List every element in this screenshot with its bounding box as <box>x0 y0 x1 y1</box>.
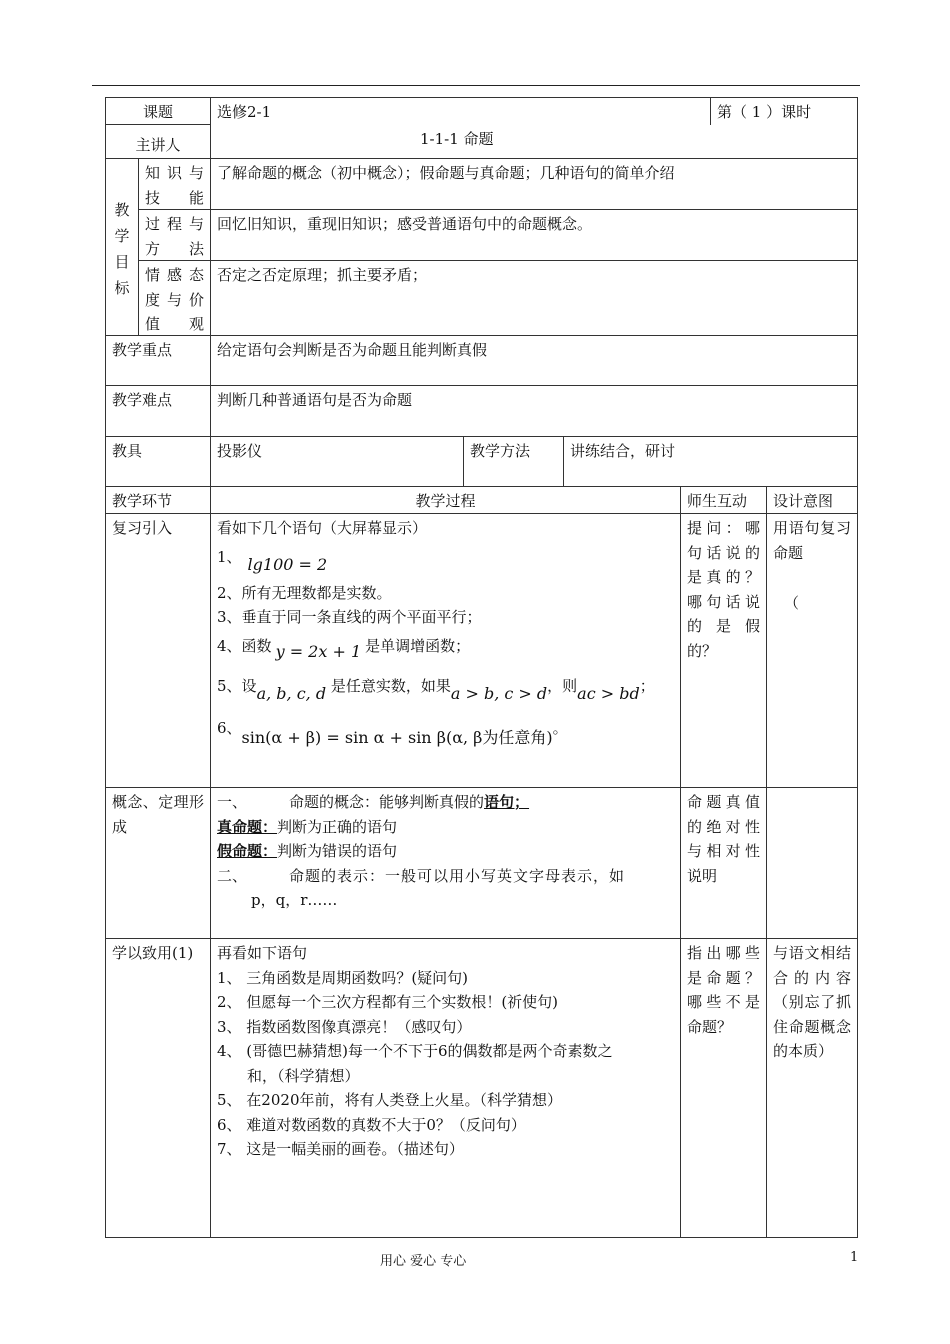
key-point-label: 教学重点 <box>112 341 173 359</box>
concept-line-3: 假命题：判断为错误的语句 <box>217 842 398 860</box>
table-line <box>105 124 211 125</box>
review-item-2: 2、所有无理数都是实数。 <box>217 583 392 602</box>
review-item-5: 5、设a, b, c, d 是任意实数，如果a > b, c > d，则ac > bd； <box>217 676 655 703</box>
apply-item: 1、 三角函数是周期函数吗？(疑问句) <box>217 968 469 987</box>
apply-intro: 再看如下语句 <box>217 944 308 962</box>
goal-label-knowledge: 知识与技能 <box>145 164 204 207</box>
concept-line-5: p，q，r…… <box>251 891 338 909</box>
apply-item-cont: 和，（科学猜想） <box>247 1066 360 1085</box>
session-label: 第（ 1 ）课时 <box>717 103 812 121</box>
goals-label-char: 标 <box>114 279 130 297</box>
goal-label-process: 过程与方法 <box>145 215 204 258</box>
apply-item: 5、 在2020年前，将有人类登上火星。（科学猜想） <box>217 1091 562 1109</box>
concept-line-4: 二、 命题的表示：一般可以用小写英文字母表示，如 <box>217 866 626 885</box>
difficulty-label: 教学难点 <box>112 391 173 409</box>
review-item-4: 4、函数 y = 2x + 1 是单调增函数； <box>217 636 471 661</box>
review-content <box>211 514 680 787</box>
table-line <box>766 486 767 1238</box>
review-interaction: 提问：哪句话说的是真的？哪句话说的是假的？ <box>687 519 760 660</box>
review-item-1: 1、 lg100 = 2 <box>217 547 328 574</box>
apply-item: 7、 这是一幅美丽的画卷。（描述句） <box>217 1140 464 1158</box>
goal-text-process: 回忆旧知识，重现旧知识；感受普通语句中的命题概念。 <box>217 215 593 233</box>
apply-item: 2、 但愿每一个三次方程都有三个实数根！(祈使句) <box>217 993 559 1011</box>
goal-text-knowledge: 了解命题的概念（初中概念）；假命题与真命题；几种语句的简单介绍 <box>217 164 675 182</box>
concept-line-1: 一、 命题的概念：能够判断真假的语句； <box>217 793 530 811</box>
table-line <box>105 1237 858 1238</box>
goal-label-emotion: 情感态度与价值观 <box>145 266 204 333</box>
tools-label: 教具 <box>112 442 143 460</box>
review-intro: 看如下几个语句（大屏幕显示） <box>217 519 428 537</box>
method-label: 教学方法 <box>470 442 531 460</box>
concept-stage: 概念、定理形成 <box>112 793 204 836</box>
lecturer-label: 主讲人 <box>135 136 181 154</box>
review-item-3: 3、垂直于同一条直线的两个平面平行； <box>217 608 482 626</box>
concept-interaction: 命题真值的绝对性与相对性说明 <box>687 793 760 885</box>
footer-motto: 用心 爱心 专心 <box>380 1254 467 1269</box>
page-footer <box>0 1250 950 1270</box>
interaction-header: 师生互动 <box>687 492 748 510</box>
concept-line-2: 真命题：判断为正确的语句 <box>217 817 398 836</box>
apply-item: 6、 难道对数函数的真数不大于0？（反问句） <box>217 1115 526 1134</box>
course-value: 选修2-1 <box>217 103 272 121</box>
review-item-6: 6、sin(α + β) = sin α + sin β(α, β为任意角)。 <box>217 718 568 747</box>
stage-header: 教学环节 <box>112 492 173 510</box>
page-number: 1 <box>850 1250 859 1265</box>
goals-label-text <box>106 197 138 301</box>
apply-content <box>211 939 680 1237</box>
process-header: 教学过程 <box>415 492 476 510</box>
goal-text-emotion: 否定之否定原理；抓主要矛盾； <box>217 266 428 284</box>
course-label: 课题 <box>142 103 173 121</box>
goals-label <box>106 197 138 307</box>
tools-value: 投影仪 <box>217 442 263 460</box>
key-point-text: 给定语句会判断是否为命题且能判断真假 <box>217 341 488 359</box>
method-value: 讲练结合，研讨 <box>570 442 676 460</box>
goals-label-char: 教 <box>114 201 130 219</box>
review-intent: 用语句复习命题 <box>773 519 851 562</box>
topic-title: 1-1-1 命题 <box>420 130 494 148</box>
review-intent-extra: （ <box>784 594 800 612</box>
apply-interaction: 指出哪些是命题？哪些不是命题？ <box>687 944 760 1036</box>
goals-label-char: 目 <box>114 253 130 271</box>
apply-item: 4、 (哥德巴赫猜想)每一个不下于6的偶数都是两个奇素数之 <box>217 1042 613 1060</box>
apply-stage: 学以致用(1) <box>112 944 194 962</box>
review-stage: 复习引入 <box>112 519 173 537</box>
difficulty-text: 判断几种普通语句是否为命题 <box>217 391 413 409</box>
header-rule <box>92 85 860 86</box>
apply-item: 3、 指数函数图像真漂亮！（感叹句） <box>217 1017 472 1036</box>
table-line <box>857 97 858 1238</box>
goals-label-char: 学 <box>114 227 130 245</box>
intent-header: 设计意图 <box>773 492 834 510</box>
apply-intent: 与语文相结合的内容（别忘了抓住命题概念的本质） <box>773 944 851 1060</box>
concept-content <box>211 788 680 938</box>
